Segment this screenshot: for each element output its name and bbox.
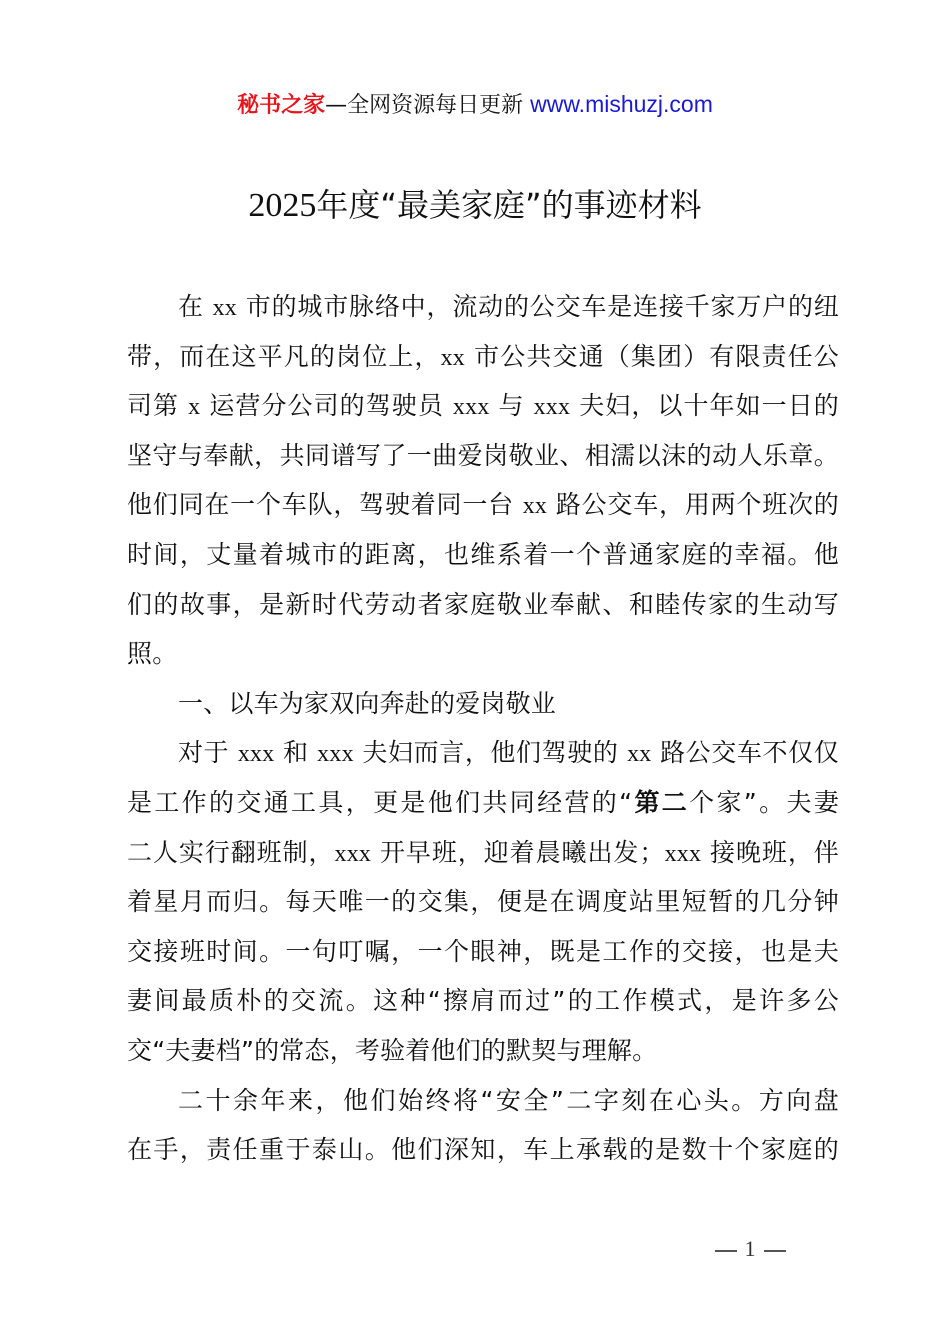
text-run: xxx (533, 394, 571, 421)
paragraph-line (127, 480, 839, 530)
paragraph-line (127, 332, 839, 382)
text-run: 在 (178, 292, 213, 321)
text-run: xxx (334, 840, 372, 867)
text-run: 对于 (178, 738, 238, 768)
text-run: 接晚班，伴 (701, 837, 839, 867)
text-run: 他们同在一个车队，驾驶着同一台 (127, 490, 523, 520)
page-number-footer (700, 1236, 800, 1262)
title-year: 2025 (248, 187, 317, 224)
text-run: 司第 (127, 391, 189, 421)
text-run: 个家”。夫妻 (689, 787, 839, 817)
text-run: 带，而在这平凡的岗位上， (127, 341, 441, 371)
site-header (0, 88, 950, 122)
text-run: 和 (274, 738, 318, 768)
text-run: xx (522, 493, 548, 520)
text-run: 路公交车不仅仅 (651, 738, 839, 768)
text-run: 与 (489, 391, 534, 421)
text-run: x (188, 394, 201, 421)
header-tagline: —全网资源每日更新 (325, 93, 524, 118)
text-run: 运营分公司的驾驶员 (200, 391, 453, 421)
text-run: xxx (664, 840, 702, 867)
bold-text-run: 第二 (632, 787, 690, 817)
text-run: 夫妇，以十年如一日的 (570, 391, 839, 421)
paragraph-line (127, 381, 839, 431)
paragraph-line: 二十余年来，他们始终将“安全”二字刻在心头。方向盘 (178, 1085, 839, 1115)
text-run: xx (212, 295, 237, 321)
text-run: 二人实行翻班制， (127, 837, 335, 867)
paragraph-line: 交“夫妻档”的常态，考验着他们的默契与理解。 (127, 1035, 658, 1065)
site-url-link[interactable]: www.mishuzj.com (530, 91, 713, 117)
section-heading: 一、以车为家双向奔赴的爱岗敬业 (178, 688, 557, 718)
paragraph-line: 着星月而归。每天唯一的交集，便是在调度站里短暂的几分钟 (127, 887, 839, 917)
paragraph-line (127, 778, 839, 828)
page-number: 1 (744, 1236, 756, 1261)
text-run: xxx (452, 394, 490, 421)
text-run: 市公共交通（集团）有限责任公 (465, 341, 839, 371)
footer-dash-right (764, 1250, 786, 1252)
paragraph-line (127, 828, 839, 878)
paragraph-line: 时间，丈量着城市的距离，也维系着一个普通家庭的幸福。他 (127, 539, 839, 569)
paragraph-line: 交接班时间。一句叮嘱，一个眼神，既是工作的交接，也是夫 (127, 936, 839, 966)
footer-dash-left (715, 1250, 737, 1252)
paragraph-line: 们的故事，是新时代劳动者家庭敬业奉献、和睦传家的生动写 (127, 589, 839, 619)
text-run: xxx (317, 741, 354, 768)
text-run: 开早班，迎着晨曦出发； (371, 837, 665, 867)
text-run: 路公交车，用两个班次的 (547, 490, 839, 520)
text-run: xxx (237, 741, 275, 768)
text-run: 市的城市脉络中，流动的公交车是连接千家万户的纽 (237, 292, 839, 321)
document-title (0, 183, 950, 228)
title-text: 年度“最美家庭”的事迹材料 (316, 186, 702, 224)
brand-name: 秘书之家 (237, 93, 326, 118)
paragraph-line: 坚守与奉献，共同谱写了一曲爱岗敬业、相濡以沫的动人乐章。 (127, 440, 839, 470)
document-body (127, 282, 839, 1175)
paragraph-line (127, 282, 839, 332)
text-run: xx (627, 741, 652, 768)
text-run: xx (440, 344, 465, 371)
paragraph-line: 照。 (127, 639, 178, 669)
text-run: 夫妇而言，他们驾驶的 (353, 738, 628, 768)
paragraph-line (127, 728, 839, 778)
paragraph-line: 妻间最质朴的交流。这种“擦肩而过”的工作模式，是许多公 (127, 986, 839, 1016)
text-run: 是工作的交通工具，更是他们共同经营的“ (127, 787, 633, 817)
paragraph-line: 在手，责任重于泰山。他们深知，车上承载的是数十个家庭的 (127, 1135, 839, 1165)
